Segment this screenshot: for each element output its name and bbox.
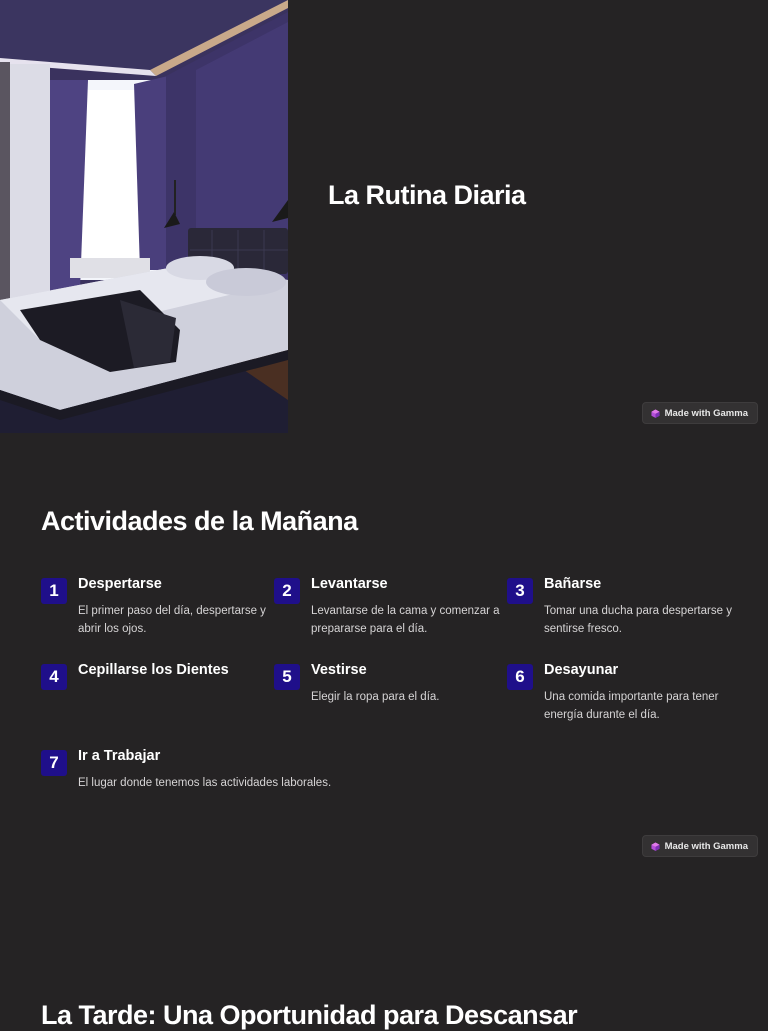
badge-label: Made with Gamma — [664, 840, 748, 852]
badge-label: Made with Gamma — [664, 407, 748, 419]
activity-description: Elegir la ropa para el día. — [311, 691, 440, 703]
activity-description: Tomar una ducha para despertarse y sentirse fresco. — [544, 605, 732, 635]
step-number: 6 — [507, 664, 533, 690]
step-number: 3 — [507, 578, 533, 604]
step-number: 4 — [41, 664, 67, 690]
activity-title: Bañarse — [544, 576, 602, 592]
page-title: La Rutina Diaria — [328, 180, 526, 210]
section-title: Actividades de la Mañana — [41, 506, 358, 536]
made-with-gamma-badge[interactable] — [642, 835, 758, 857]
step-number: 2 — [274, 578, 300, 604]
activity-description: El lugar donde tenemos las actividades laborales. — [78, 777, 332, 789]
bedroom-image — [0, 0, 288, 433]
activity-title: Ir a Trabajar — [78, 748, 161, 764]
activity-description: Una comida importante para tener energía durante el día. — [544, 691, 719, 721]
activity-title: Despertarse — [78, 576, 162, 592]
activity-title: Desayunar — [544, 662, 619, 678]
activity-description: El primer paso del día, despertarse y abrir los ojos. — [78, 605, 266, 635]
section-title: La Tarde: Una Oportunidad para Descansar — [41, 1000, 578, 1030]
gamma-cube-icon — [651, 842, 660, 851]
activity-title: Levantarse — [311, 576, 388, 592]
activity-title: Vestirse — [311, 662, 367, 678]
activity-title: Cepillarse los Dientes — [78, 662, 229, 678]
slide-afternoon — [0, 868, 768, 1030]
activity-description: Levantarse de la cama y comenzar a prepararse para el día. — [311, 605, 500, 635]
step-number: 1 — [41, 578, 67, 604]
made-with-gamma-badge[interactable] — [642, 402, 758, 424]
slide-title — [0, 0, 768, 434]
slide-morning-activities — [0, 434, 768, 868]
step-number: 5 — [274, 664, 300, 690]
gamma-cube-icon — [651, 409, 660, 418]
step-number: 7 — [41, 750, 67, 776]
